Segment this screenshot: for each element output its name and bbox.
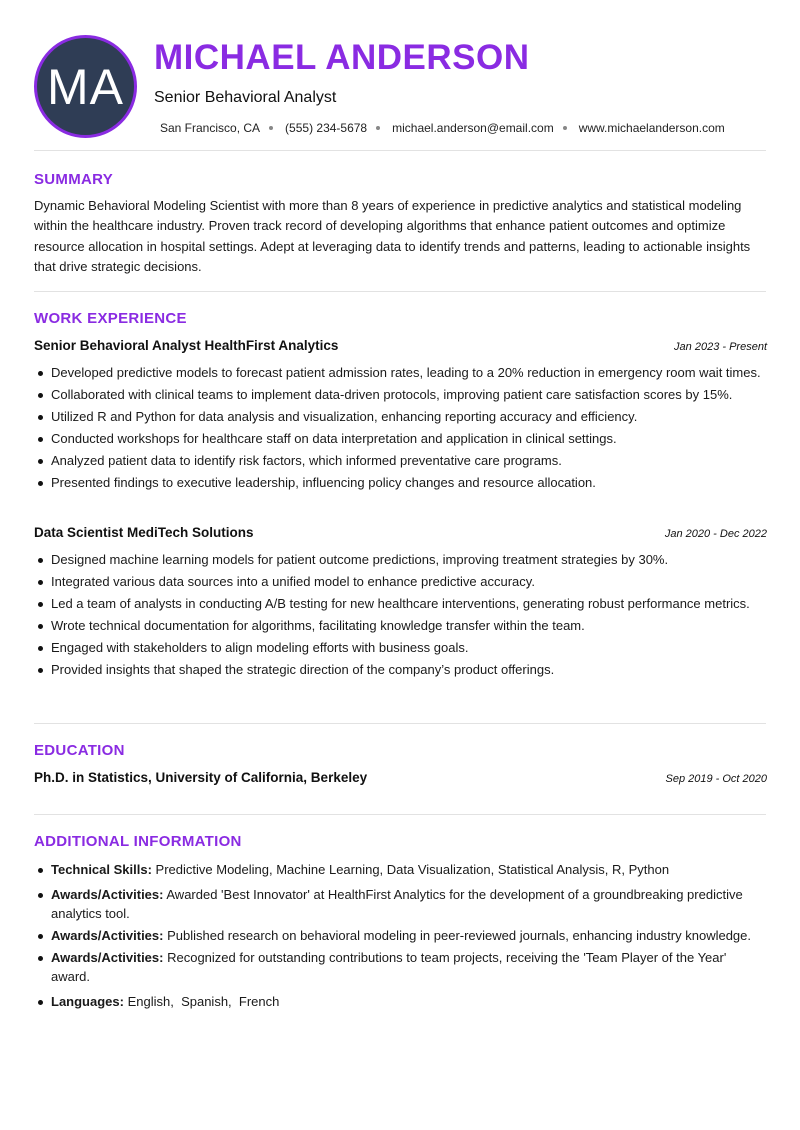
- separator-dot: [269, 126, 273, 130]
- info-label: Technical Skills:: [51, 862, 152, 877]
- contact-phone: (555) 234-5678: [285, 121, 368, 135]
- separator-dot: [376, 126, 380, 130]
- divider: [34, 150, 766, 151]
- list-item: Integrated various data sources into a unified model to enhance predictive accuracy.: [34, 572, 766, 591]
- job-bullets: [34, 550, 766, 679]
- info-label: Awards/Activities:: [51, 887, 164, 902]
- list-item: Presented findings to executive leadership, influencing policy changes and resource allocation.: [34, 473, 766, 492]
- candidate-name: MICHAEL ANDERSON: [154, 38, 530, 77]
- job-bullets: [34, 363, 766, 492]
- info-label: Languages:: [51, 994, 124, 1009]
- info-label: Awards/Activities:: [51, 950, 164, 965]
- list-item: Led a team of analysts in conducting A/B testing for new healthcare interventions, generating robust performance metrics.: [34, 594, 766, 613]
- list-item: Developed predictive models to forecast patient admission rates, leading to a 20% reduction in emergency room wait times.: [34, 363, 766, 382]
- list-item: [34, 860, 766, 879]
- list-item: Utilized R and Python for data analysis and visualization, enhancing reporting accuracy and efficiency.: [34, 407, 766, 426]
- job-role: Senior Behavioral Analyst HealthFirst Analytics: [34, 338, 339, 353]
- separator-dot: [563, 126, 567, 130]
- job-date: Jan 2020 - Dec 2022: [664, 528, 767, 540]
- info-text: Recognized for outstanding contributions to team projects, receiving the 'Team Player of the Year' award.: [51, 950, 727, 984]
- info-label: Awards/Activities:: [51, 928, 164, 943]
- contact-email[interactable]: michael.anderson@email.com: [392, 121, 554, 135]
- divider: [34, 723, 766, 724]
- info-text: Awarded 'Best Innovator' at HealthFirst Analytics for the development of a groundbreaking predictive analytics tool.: [51, 887, 743, 921]
- list-item: [34, 992, 766, 1011]
- list-item: [34, 885, 766, 923]
- contact-row: [160, 120, 725, 136]
- info-text: Published research on behavioral modeling in peer-reviewed journals, enhancing industry knowledge.: [167, 928, 752, 943]
- job-date: Jan 2023 - Present: [674, 341, 767, 353]
- experience-heading: WORK EXPERIENCE: [34, 310, 187, 327]
- avatar-initials: MA: [47, 58, 124, 115]
- candidate-title: Senior Behavioral Analyst: [154, 89, 337, 106]
- divider: [34, 291, 766, 292]
- job-role: Data Scientist MediTech Solutions: [34, 525, 254, 540]
- education-entry: [34, 770, 767, 785]
- job-header: [34, 525, 767, 540]
- avatar: [34, 35, 137, 138]
- list-item: Collaborated with clinical teams to implement data-driven protocols, improving patient care satisfaction scores by 15%.: [34, 385, 766, 404]
- education-heading: EDUCATION: [34, 742, 125, 759]
- summary-heading: SUMMARY: [34, 171, 114, 188]
- divider: [34, 814, 766, 815]
- list-item: Provided insights that shaped the strategic direction of the company’s product offerings.: [34, 660, 766, 679]
- education-date: Sep 2019 - Oct 2020: [665, 773, 767, 785]
- list-item: Engaged with stakeholders to align modeling efforts with business goals.: [34, 638, 766, 657]
- summary-text: Dynamic Behavioral Modeling Scientist with more than 8 years of experience in predictive analytics and statistical modeling within the healthcare industry. Proven track record of developing algorithms that enhance patient outcomes and optimize resource allocation in hospital settings. Adept at leveraging data to identify trends and patterns, leading to actionable insights that drive strategic decisions.: [34, 198, 751, 274]
- list-item: Conducted workshops for healthcare staff on data interpretation and application in clinical settings.: [34, 429, 766, 448]
- info-text: Predictive Modeling, Machine Learning, Data Visualization, Statistical Analysis, R, Python: [155, 862, 670, 877]
- list-item: [34, 926, 766, 945]
- list-item: Designed machine learning models for patient outcome predictions, improving treatment strategies by 30%.: [34, 550, 766, 569]
- additional-list: [34, 860, 766, 1011]
- job-header: [34, 338, 767, 353]
- list-item: Analyzed patient data to identify risk factors, which informed preventative care programs.: [34, 451, 766, 470]
- education-degree: Ph.D. in Statistics, University of California, Berkeley: [34, 770, 368, 785]
- contact-website[interactable]: www.michaelanderson.com: [578, 121, 725, 135]
- list-item: [34, 948, 766, 986]
- contact-location: San Francisco, CA: [160, 121, 261, 135]
- list-item: Wrote technical documentation for algorithms, facilitating knowledge transfer within the team.: [34, 616, 766, 635]
- info-text: English, Spanish, French: [127, 994, 280, 1009]
- additional-heading: ADDITIONAL INFORMATION: [34, 833, 242, 850]
